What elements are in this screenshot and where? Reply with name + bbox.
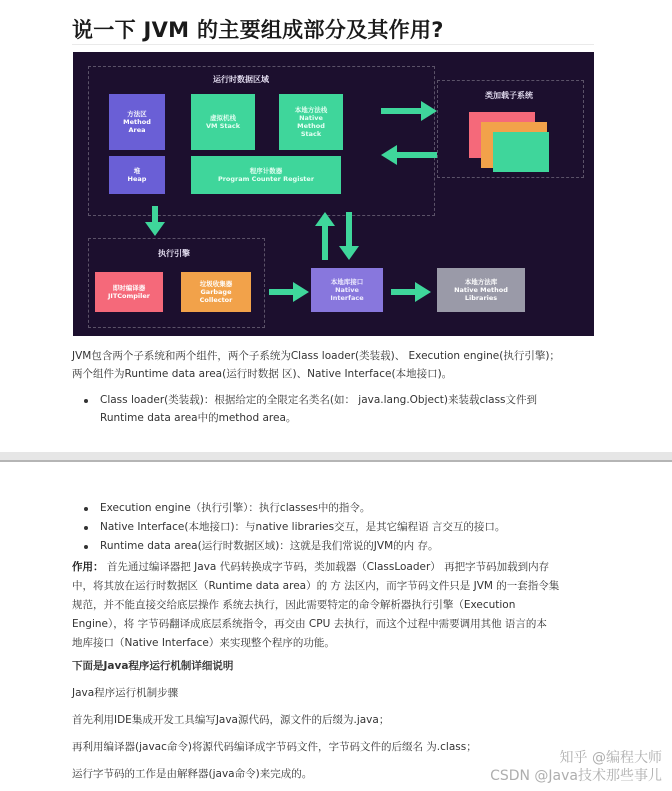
execution-engine-bullet: Execution engine（执行引擎）：执行classes中的指令。 — [100, 502, 371, 514]
runtime-data-area-label: 运行时数据区域 — [213, 75, 269, 84]
title-divider — [72, 44, 594, 45]
steps-title: Java程序运行机制步骤 — [72, 687, 179, 699]
watermark-csdn: CSDN @Java技术那些事儿 — [490, 768, 662, 784]
class-loader-bullet-line-2: Runtime data area中的method area。 — [100, 412, 297, 424]
class-loader-label: 类加载子系统 — [485, 91, 533, 100]
heap-box: 堆 Heap — [109, 156, 165, 194]
effect-line-1 — [72, 558, 600, 577]
bullet-dot — [84, 545, 88, 549]
arrow-interface-to-libraries — [391, 282, 431, 302]
execution-engine-label: 执行引擎 — [158, 249, 190, 258]
article-title: 说一下 JVM 的主要组成部分及其作用? — [72, 18, 444, 42]
arrow-runtime-to-loader — [381, 100, 437, 122]
intro-line-1: JVM包含两个子系统和两个组件，两个子系统为Class loader(类装载)、 Execution engine(执行引擎)； — [72, 350, 560, 362]
screenshot-divider-line — [0, 460, 672, 462]
bullet-dot — [84, 526, 88, 530]
step-1: 首先利用IDE集成开发工具编写Java源代码，源文件的后缀为.java； — [72, 714, 390, 726]
native-method-stack-box: 本地方法栈 Native Method Stack — [279, 94, 343, 150]
bullet-dot — [84, 507, 88, 511]
intro-line-2: 两个组件为Runtime data area(运行时数据 区)、Native Interface(本地接口)。 — [72, 368, 453, 380]
native-method-libraries-box: 本地方法库 Native Method Libraries — [437, 268, 525, 312]
step-2: 再利用编译器(javac命令)将源代码编译成字节码文件，字节码文件的后缀名 为.class； — [72, 741, 477, 753]
runtime-data-area-bullet: Runtime data area(运行时数据区域)：这就是我们常说的JVM的内 存。 — [100, 540, 439, 552]
effect-line-2: 中，将其放在运行时数据区（Runtime data area）的 方 法区内，而字节码文件只是 JVM 的一套指令集 — [72, 580, 560, 592]
class-loader-card-front — [493, 132, 549, 172]
jvm-architecture-diagram — [73, 52, 594, 336]
step-3: 运行字节码的工作是由解释器(java命令)来完成的。 — [72, 768, 313, 780]
bullet-dot — [84, 399, 88, 403]
effect-paragraph — [72, 558, 600, 653]
effect-line-4: Engine），将 字节码翻译成底层系统指令，再交由 CPU 去执行，而这个过程中需要调用其他 语言的本 — [72, 618, 547, 630]
effect-line-3: 规范，并不能直接交给底层操作 系统去执行，因此需要特定的命令解析器执行引擎（Execution — [72, 599, 516, 611]
effect-line-1-text: 首先通过编译器把 Java 代码转换成字节码，类加载器（ClassLoader） 再把字节码加载到内存 — [103, 561, 550, 573]
effect-line-5: 地库接口（Native Interface）来实现整个程序的功能。 — [72, 637, 335, 649]
method-area-box: 方法区 Method Area — [109, 94, 165, 150]
arrow-interface-to-runtime — [315, 212, 335, 260]
watermark-zhihu: 知乎 @编程大师 — [559, 750, 662, 766]
section-heading: 下面是Java程序运行机制详细说明 — [72, 660, 234, 672]
watermark — [490, 749, 662, 785]
arrow-runtime-to-engine — [145, 206, 165, 236]
screenshot-divider-band — [0, 452, 672, 460]
arrow-engine-to-interface — [269, 282, 309, 302]
effect-label: 作用： — [72, 561, 104, 573]
native-interface-bullet: Native Interface(本地接口)：与native libraries交互，是其它编程语 言交互的接口。 — [100, 521, 506, 533]
vm-stack-box: 虚拟机栈 VM Stack — [191, 94, 255, 150]
class-loader-bullet-line-1: Class loader(类装载)：根据给定的全限定名类名(如： java.lang.Object)来装载class文件到 — [100, 394, 538, 406]
arrow-runtime-to-interface — [339, 212, 359, 260]
garbage-collector-box: 垃圾收集器 Garbage Collector — [181, 272, 251, 312]
program-counter-register-box: 程序计数器 Program Counter Register — [191, 156, 341, 194]
jit-compiler-box: 即时编译器 JITCompiler — [95, 272, 163, 312]
arrow-loader-to-runtime — [381, 144, 437, 166]
native-interface-box: 本地库接口 Native Interface — [311, 268, 383, 312]
